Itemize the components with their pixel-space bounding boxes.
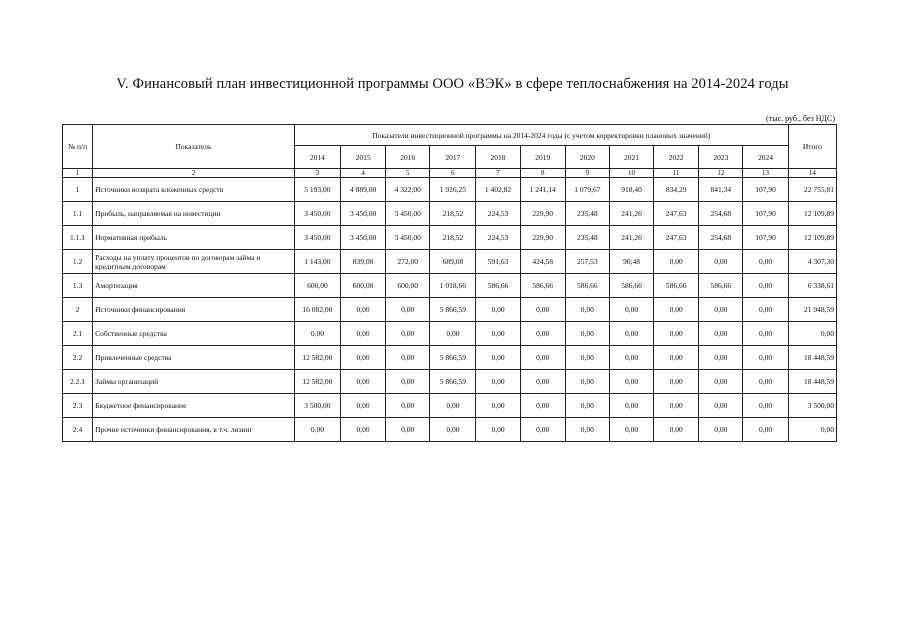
row-value: 834,29 <box>654 178 699 202</box>
row-value: 0,00 <box>565 370 609 394</box>
row-value: 0,00 <box>654 346 699 370</box>
row-value: 5 866,59 <box>430 346 476 370</box>
row-value: 0,00 <box>430 418 476 442</box>
row-value: 0,00 <box>699 298 743 322</box>
row-value: 229,90 <box>520 202 565 226</box>
header-group: Показатели инвестиционной программы на 2014-2024 годы (с учетом корректировки плановых значений) <box>294 125 788 146</box>
row-number: 2.1 <box>63 322 93 346</box>
row-number: 1.1 <box>63 202 93 226</box>
row-value: 241,26 <box>609 202 653 226</box>
row-value: 1 018,66 <box>430 274 476 298</box>
row-indicator: Источники возврата вложенных средств <box>93 178 295 202</box>
row-indicator: Прочие источники финансирования, в т.ч. лизинг <box>93 418 295 442</box>
row-value: 0,00 <box>520 370 565 394</box>
column-number: 6 <box>430 169 476 178</box>
header-indicator: Показатель <box>93 125 295 169</box>
row-value: 0,00 <box>341 322 386 346</box>
row-value: 424,58 <box>520 250 565 274</box>
row-value: 0,00 <box>654 298 699 322</box>
row-value: 3 450,00 <box>386 226 430 250</box>
column-number: 5 <box>386 169 430 178</box>
row-number: 2.2.1 <box>63 370 93 394</box>
row-total: 18 448,59 <box>788 370 836 394</box>
header-num: № п/п <box>63 125 93 169</box>
row-value: 0,00 <box>699 250 743 274</box>
row-value: 0,00 <box>699 418 743 442</box>
row-value: 0,00 <box>520 322 565 346</box>
row-value: 1 926,25 <box>430 178 476 202</box>
row-value: 0,00 <box>654 370 699 394</box>
row-total: 12 109,89 <box>788 226 836 250</box>
year-header: 2017 <box>430 146 476 169</box>
row-value: 1 143,00 <box>294 250 340 274</box>
row-value: 218,52 <box>430 226 476 250</box>
table-row <box>63 250 837 274</box>
table-row <box>63 274 837 298</box>
row-value: 3 450,00 <box>294 202 340 226</box>
row-value: 247,63 <box>654 226 699 250</box>
row-value: 0,00 <box>565 346 609 370</box>
row-indicator: Прибыль, направляемая на инвестиции <box>93 202 295 226</box>
table-body <box>63 178 837 442</box>
row-value: 0,00 <box>294 322 340 346</box>
row-value: 0,00 <box>609 394 653 418</box>
row-value: 254,68 <box>699 202 743 226</box>
row-value: 0,00 <box>699 370 743 394</box>
header-total: Итого <box>788 125 836 169</box>
year-header: 2020 <box>565 146 609 169</box>
row-value: 0,00 <box>609 298 653 322</box>
row-value: 0,00 <box>609 418 653 442</box>
table-row <box>63 394 837 418</box>
row-value: 16 082,00 <box>294 298 340 322</box>
row-total: 4 307,30 <box>788 250 836 274</box>
row-value: 254,68 <box>699 226 743 250</box>
row-value: 0,00 <box>520 346 565 370</box>
row-value: 0,00 <box>386 394 430 418</box>
row-value: 0,00 <box>430 394 476 418</box>
row-value: 107,90 <box>743 178 788 202</box>
row-indicator: Собственные средства <box>93 322 295 346</box>
row-value: 235,48 <box>565 202 609 226</box>
row-value: 224,53 <box>476 226 520 250</box>
row-value: 0,00 <box>476 394 520 418</box>
row-value: 0,00 <box>294 418 340 442</box>
table-row <box>63 418 837 442</box>
row-indicator: Займы организаций <box>93 370 295 394</box>
row-total: 12 109,89 <box>788 202 836 226</box>
row-value: 0,00 <box>743 250 788 274</box>
table-row <box>63 178 837 202</box>
row-value: 0,00 <box>341 346 386 370</box>
row-value: 3 450,00 <box>294 226 340 250</box>
column-number: 7 <box>476 169 520 178</box>
row-value: 1 402,82 <box>476 178 520 202</box>
row-value: 1 079,67 <box>565 178 609 202</box>
row-value: 0,00 <box>565 418 609 442</box>
row-value: 0,00 <box>609 370 653 394</box>
year-header: 2022 <box>654 146 699 169</box>
row-value: 591,63 <box>476 250 520 274</box>
column-number: 8 <box>520 169 565 178</box>
row-value: 689,08 <box>430 250 476 274</box>
row-value: 241,26 <box>609 226 653 250</box>
row-value: 0,00 <box>654 250 699 274</box>
table-row <box>63 298 837 322</box>
row-value: 0,00 <box>565 394 609 418</box>
row-number: 1 <box>63 178 93 202</box>
column-number: 2 <box>93 169 295 178</box>
row-value: 3 450,00 <box>386 202 430 226</box>
row-value: 0,00 <box>386 322 430 346</box>
financial-plan-table <box>62 124 837 442</box>
row-value: 107,90 <box>743 202 788 226</box>
row-value: 586,66 <box>699 274 743 298</box>
units-note: (тыс. руб., без НДС) <box>766 114 835 123</box>
year-header: 2016 <box>386 146 430 169</box>
year-header: 2023 <box>699 146 743 169</box>
row-value: 0,00 <box>743 322 788 346</box>
row-total: 18 448,59 <box>788 346 836 370</box>
row-value: 3 500,00 <box>294 394 340 418</box>
row-value: 0,00 <box>476 370 520 394</box>
row-value: 918,40 <box>609 178 653 202</box>
row-value: 0,00 <box>476 322 520 346</box>
column-number: 4 <box>341 169 386 178</box>
row-value: 0,00 <box>743 298 788 322</box>
table-row <box>63 226 837 250</box>
row-value: 257,53 <box>565 250 609 274</box>
column-number: 10 <box>609 169 653 178</box>
year-header: 2014 <box>294 146 340 169</box>
row-total: 0,00 <box>788 418 836 442</box>
row-value: 5 866,59 <box>430 298 476 322</box>
row-value: 107,90 <box>743 226 788 250</box>
row-value: 0,00 <box>609 346 653 370</box>
row-value: 600,00 <box>294 274 340 298</box>
row-total: 6 338,61 <box>788 274 836 298</box>
row-value: 12 582,00 <box>294 370 340 394</box>
row-value: 0,00 <box>386 418 430 442</box>
row-value: 0,00 <box>520 418 565 442</box>
row-number: 2.3 <box>63 394 93 418</box>
row-number: 1.2 <box>63 250 93 274</box>
row-value: 0,00 <box>654 394 699 418</box>
row-value: 600,00 <box>341 274 386 298</box>
year-header: 2024 <box>743 146 788 169</box>
row-value: 218,52 <box>430 202 476 226</box>
row-value: 586,66 <box>609 274 653 298</box>
column-number: 3 <box>294 169 340 178</box>
row-value: 0,00 <box>476 298 520 322</box>
row-total: 22 755,81 <box>788 178 836 202</box>
row-value: 0,00 <box>743 418 788 442</box>
row-indicator: Бюджетное финансирование <box>93 394 295 418</box>
table-row <box>63 346 837 370</box>
row-total: 0,00 <box>788 322 836 346</box>
column-number: 1 <box>63 169 93 178</box>
table-row <box>63 370 837 394</box>
table-row <box>63 202 837 226</box>
column-number: 12 <box>699 169 743 178</box>
row-value: 0,00 <box>341 394 386 418</box>
row-value: 0,00 <box>476 346 520 370</box>
row-value: 0,00 <box>609 322 653 346</box>
column-number: 9 <box>565 169 609 178</box>
row-value: 0,00 <box>565 322 609 346</box>
row-total: 21 948,59 <box>788 298 836 322</box>
row-value: 247,63 <box>654 202 699 226</box>
column-number: 13 <box>743 169 788 178</box>
row-value: 3 450,00 <box>341 226 386 250</box>
row-value: 5 193,00 <box>294 178 340 202</box>
row-value: 0,00 <box>699 346 743 370</box>
row-value: 839,00 <box>341 250 386 274</box>
row-number: 1.1.1 <box>63 226 93 250</box>
row-value: 4 889,00 <box>341 178 386 202</box>
row-value: 12 582,00 <box>294 346 340 370</box>
column-number: 14 <box>788 169 836 178</box>
row-value: 586,66 <box>654 274 699 298</box>
year-header: 2019 <box>520 146 565 169</box>
row-value: 0,00 <box>699 322 743 346</box>
row-indicator: Амортизация <box>93 274 295 298</box>
row-value: 0,00 <box>476 418 520 442</box>
row-value: 0,00 <box>565 298 609 322</box>
row-value: 0,00 <box>743 346 788 370</box>
column-numbers-row <box>63 169 837 178</box>
row-number: 2.4 <box>63 418 93 442</box>
row-value: 0,00 <box>341 370 386 394</box>
row-indicator: Нормативная прибыль <box>93 226 295 250</box>
row-value: 4 322,00 <box>386 178 430 202</box>
row-indicator: Источники финансирования <box>93 298 295 322</box>
row-value: 0,00 <box>520 394 565 418</box>
row-value: 0,00 <box>743 370 788 394</box>
year-header: 2015 <box>341 146 386 169</box>
row-value: 272,00 <box>386 250 430 274</box>
row-value: 0,00 <box>520 298 565 322</box>
row-value: 0,00 <box>743 394 788 418</box>
row-value: 3 450,00 <box>341 202 386 226</box>
table-row <box>63 322 837 346</box>
row-value: 235,48 <box>565 226 609 250</box>
row-value: 224,53 <box>476 202 520 226</box>
row-value: 90,48 <box>609 250 653 274</box>
row-value: 0,00 <box>654 322 699 346</box>
year-header: 2018 <box>476 146 520 169</box>
row-value: 586,66 <box>520 274 565 298</box>
row-value: 0,00 <box>386 298 430 322</box>
column-number: 11 <box>654 169 699 178</box>
document-title: V. Финансовый план инвестиционной программы ООО «ВЭК» в сфере теплоснабжения на 2014-2024 годы <box>116 76 789 92</box>
row-indicator: Расходы на уплату процентов по договорам займа и кредитным договорам <box>93 250 295 274</box>
row-value: 841,34 <box>699 178 743 202</box>
row-number: 2 <box>63 298 93 322</box>
year-header: 2021 <box>609 146 653 169</box>
row-value: 0,00 <box>386 370 430 394</box>
row-value: 0,00 <box>699 394 743 418</box>
row-number: 2.2 <box>63 346 93 370</box>
row-value: 586,66 <box>565 274 609 298</box>
row-value: 229,90 <box>520 226 565 250</box>
row-value: 586,66 <box>476 274 520 298</box>
row-value: 0,00 <box>341 418 386 442</box>
row-value: 0,00 <box>430 322 476 346</box>
row-number: 1.3 <box>63 274 93 298</box>
row-value: 0,00 <box>386 346 430 370</box>
row-value: 0,00 <box>743 274 788 298</box>
row-value: 0,00 <box>341 298 386 322</box>
row-indicator: Привлеченные средства <box>93 346 295 370</box>
row-value: 5 866,59 <box>430 370 476 394</box>
row-value: 600,00 <box>386 274 430 298</box>
header-row <box>63 125 837 146</box>
row-value: 0,00 <box>654 418 699 442</box>
row-total: 3 500,00 <box>788 394 836 418</box>
row-value: 1 241,14 <box>520 178 565 202</box>
